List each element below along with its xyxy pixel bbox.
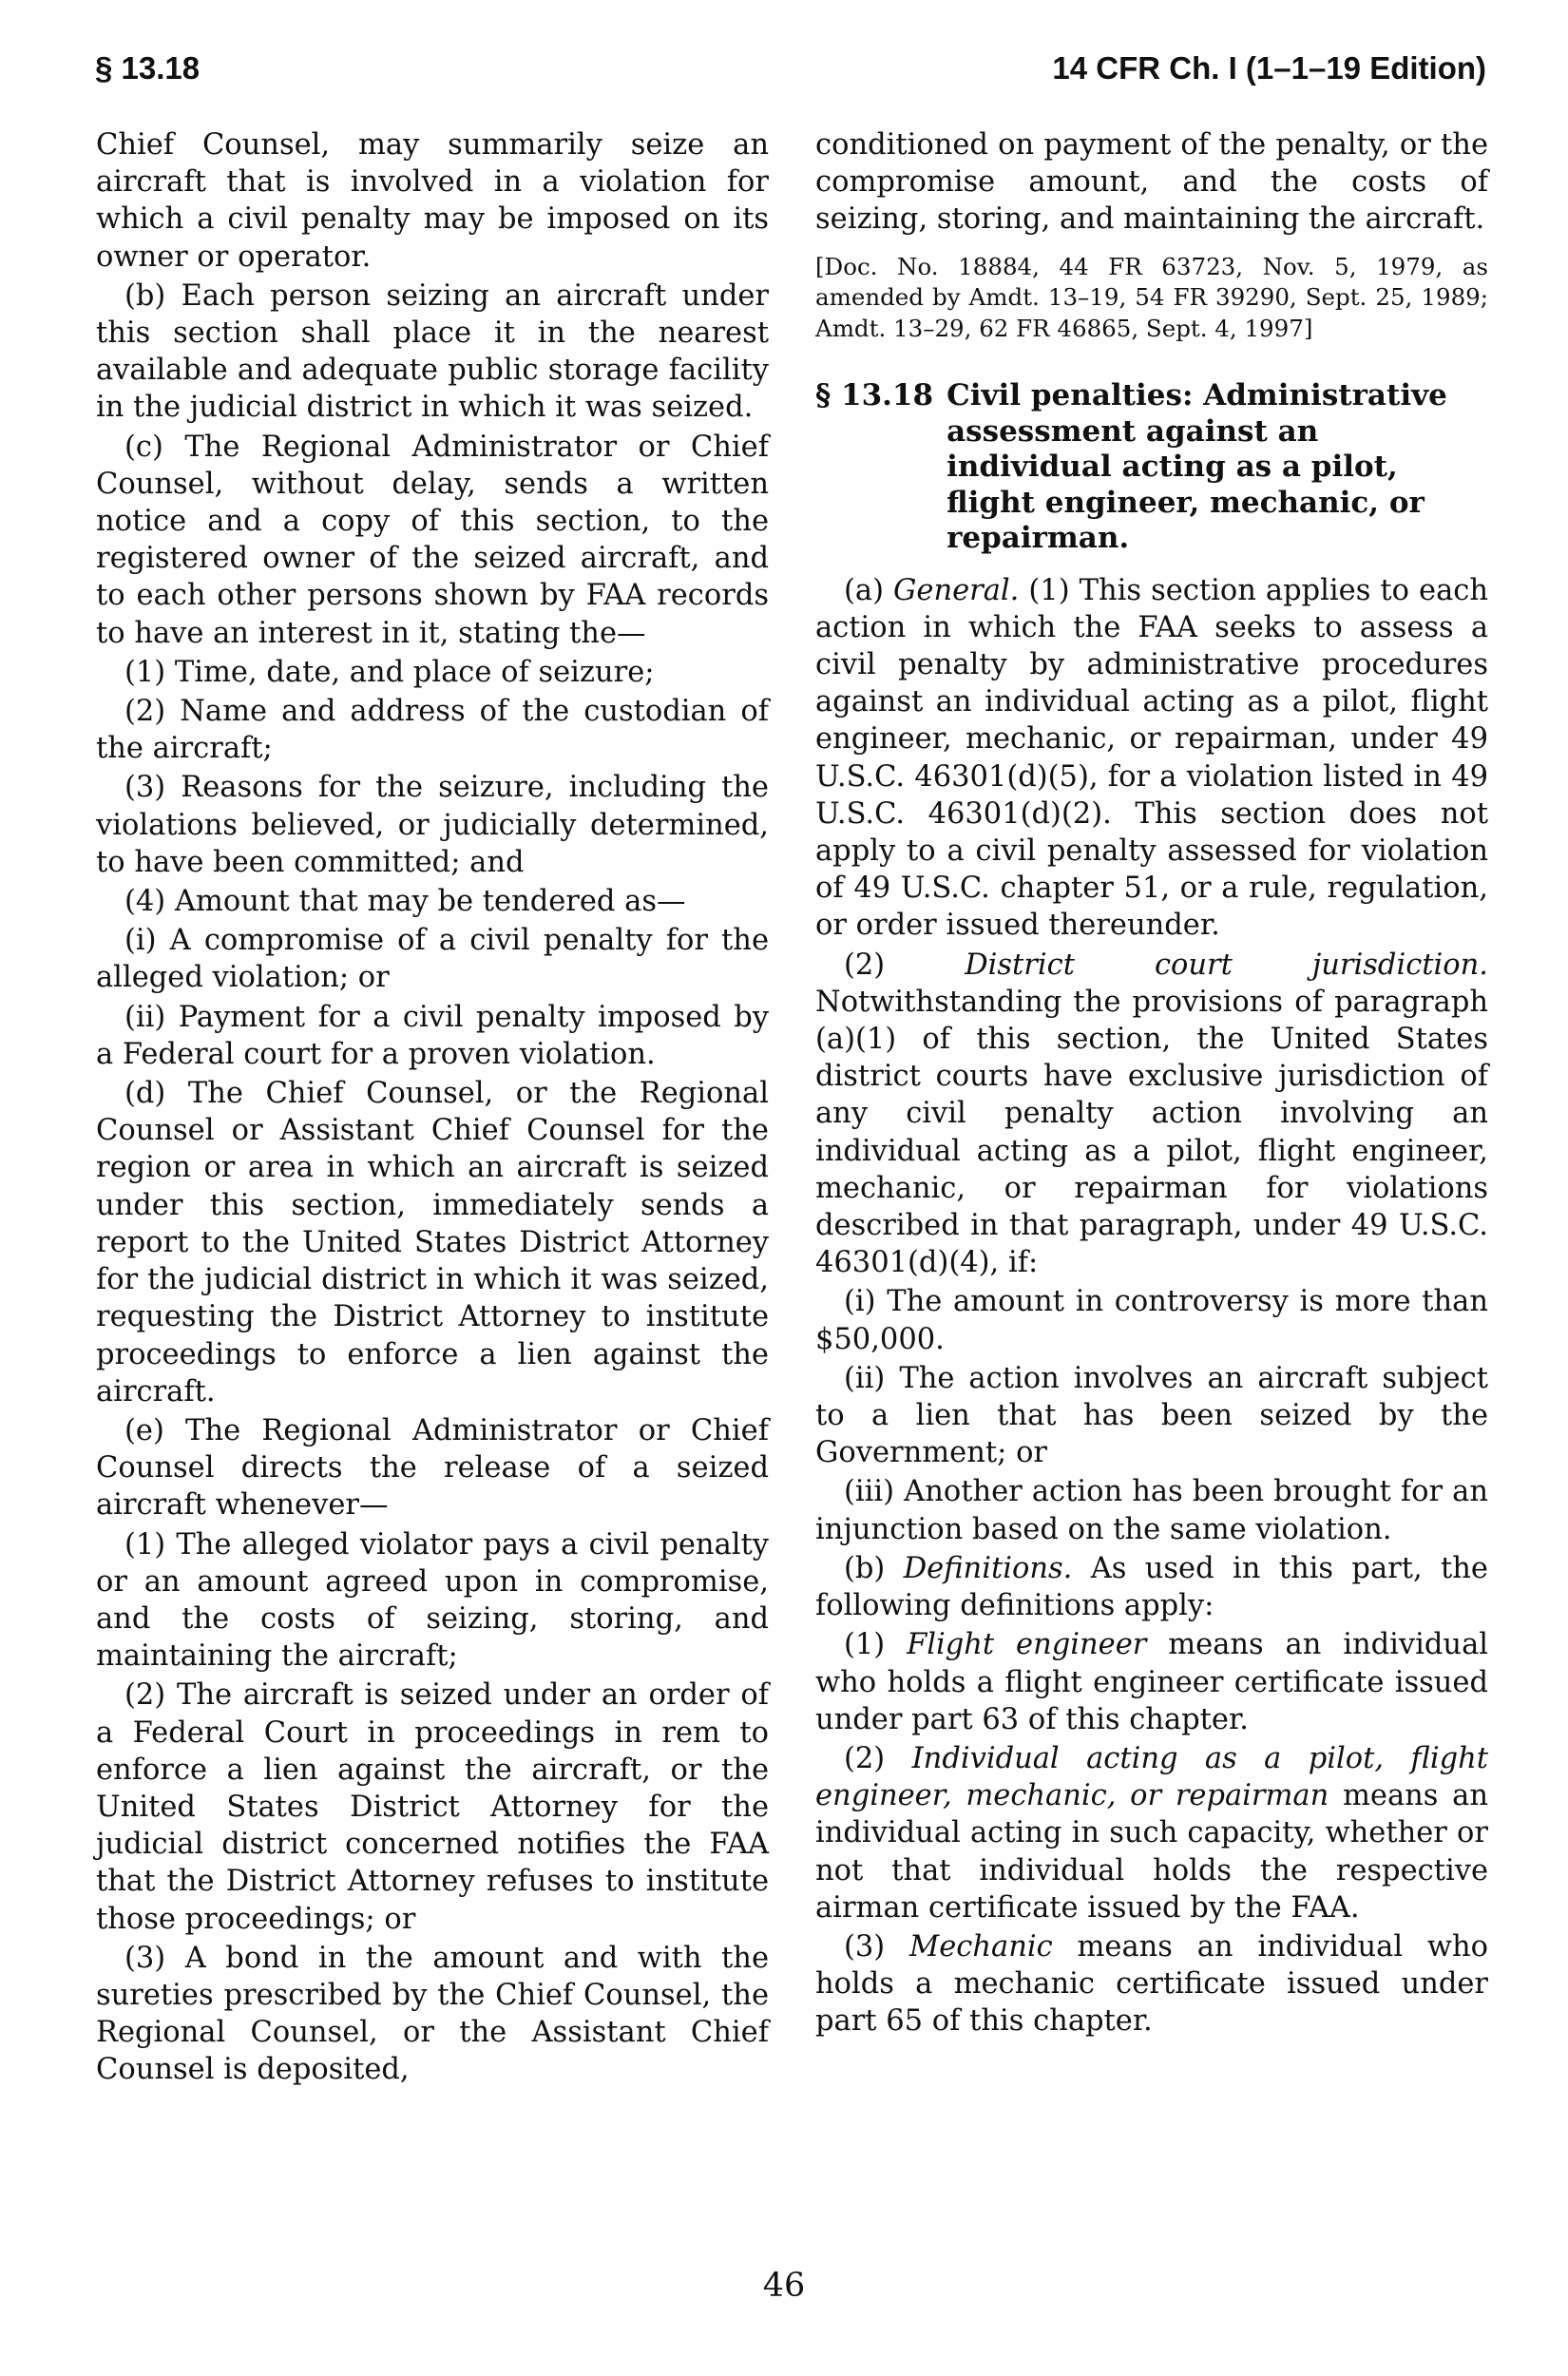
paragraph-c-2: (2) Name and address of the custodian of the aircraft; bbox=[96, 695, 769, 766]
paragraph-a-2-iii: (iii) Another action has been brought for an injunction based on the same violation. bbox=[815, 1475, 1488, 1546]
definition-1-text: means an individual who holds a flight engineer certificate issued under part 63 of this chapter. bbox=[815, 1628, 1489, 1736]
paragraph-e-3-continued: conditioned on payment of the penalty, or the compromise amount, and the costs of seizing, storing, and maintaining the aircraft. bbox=[815, 128, 1488, 237]
paragraph-d: (d) The Chief Counsel, or the Regional Counsel or Assistant Chief Counsel for the region or area in which an aircraft is seized under this section, immediately sends a report to the United States District Attorney for the judicial district in which it was seized, requesting the District Attorney to institute proceedings to enforce a lien against the aircraft. bbox=[96, 1077, 769, 1408]
definition-1-term: Flight engineer bbox=[907, 1628, 1147, 1662]
source-citation: [Doc. No. 18884, 44 FR 63723, Nov. 5, 1979, as amended by Amdt. 13–19, 54 FR 39290, Sept. 25, 1989; Amdt. 13–29, 62 FR 46865, Sept. 4, 1997] bbox=[815, 252, 1488, 342]
paragraph-e-2: (2) The aircraft is seized under an order of a Federal Court in proceedings in rem to enforce a lien against the aircraft, or the United States District Attorney for the judicial district concerned notifies the FAA that the District Attorney refuses to institute those proceedings; or bbox=[96, 1678, 769, 1936]
paragraph-c-4: (4) Amount that may be tendered as— bbox=[124, 885, 686, 919]
definition-mechanic bbox=[815, 1928, 1488, 2041]
definition-3-term: Mechanic bbox=[909, 1929, 1053, 1964]
section-title: Civil penalties: Administrative assessment against an individual acting as a pilot, flight engineer, mechanic, or repairman. bbox=[947, 378, 1447, 556]
page-number: 46 bbox=[762, 2267, 806, 2305]
paragraph-a-heading: General. bbox=[893, 573, 1020, 607]
paragraph-c: (c) The Regional Administrator or Chief Counsel, without delay, sends a written notice and a copy of this section, to the registered owner of the seized aircraft, and to each other persons shown by FAA records to have an interest in it, stating the— bbox=[96, 430, 769, 650]
paragraph-b: (b) Each person seizing an aircraft under this section shall place it in the nearest available and adequate public storage facility in the judicial district in which it was seized. bbox=[96, 278, 769, 425]
paragraph-c-1: (1) Time, date, and place of seizure; bbox=[124, 655, 655, 689]
definition-flight-engineer bbox=[815, 1626, 1488, 1738]
paragraph-a-2-heading: District court jurisdiction. bbox=[965, 948, 1488, 982]
definition-individual-acting bbox=[815, 1740, 1488, 1926]
paragraph-e-1: (1) The alleged violator pays a civil penalty or an amount agreed upon in compromise, and the costs of seizing, storing, and maintaining the aircraft; bbox=[96, 1527, 769, 1674]
section-number: § 13.18 bbox=[815, 378, 934, 413]
left-column bbox=[96, 126, 769, 2089]
paragraph-a-text: (1) This section applies to each action in which the FAA seeks to assess a civil penalty by administrative procedures against an individual acting as a pilot, flight engineer, mechanic, or repairman, under 49 U.S.C. 46301(d)(5), for a violation listed in 49 U.S.C. 46301(d)(2). This section does not apply to a civil penalty assessed for violation of 49 U.S.C. chapter 51, or a rule, regulation, or order issued thereunder. bbox=[815, 573, 1488, 943]
definition-3-label: (3) bbox=[844, 1929, 886, 1964]
paragraph-c-3: (3) Reasons for the seizure, including the violations believed, or judicially determined, to have been committed; and bbox=[96, 771, 769, 879]
paragraph-a-2-text: Notwithstanding the provisions of paragraph (a)(1) of this section, the United States district courts have exclusive jurisdiction of any civil penalty action involving an individual acting as a pilot, flight engineer, mechanic, or repairman for violations described in that paragraph, under 49 U.S.C. 46301(d)(4), if: bbox=[815, 985, 1488, 1280]
paragraph-b-heading: Definitions. bbox=[903, 1551, 1073, 1585]
paragraph-c-4-ii: (ii) Payment for a civil penalty imposed by a Federal court for a proven violation. bbox=[96, 1000, 769, 1071]
paragraph-c-4-i: (i) A compromise of a civil penalty for the alleged violation; or bbox=[96, 924, 769, 995]
definition-2-label: (2) bbox=[844, 1741, 886, 1775]
paragraph-b-definitions bbox=[815, 1550, 1488, 1624]
running-head-source: 14 CFR Ch. I (1–1–19 Edition) bbox=[1052, 50, 1486, 86]
definition-3-text: means an individual who holds a mechanic certificate issued under part 65 of this chapter. bbox=[815, 1929, 1488, 2039]
paragraph-a-2 bbox=[815, 947, 1488, 1282]
definition-1-label: (1) bbox=[844, 1628, 886, 1662]
section-heading bbox=[815, 378, 1488, 557]
right-column bbox=[815, 126, 1488, 2041]
paragraph-a-1 bbox=[815, 572, 1488, 945]
paragraph-e: (e) The Regional Administrator or Chief Counsel directs the release of a seized aircraft whenever— bbox=[96, 1413, 769, 1523]
paragraph-a-2-i: (i) The amount in controversy is more than $50,000. bbox=[815, 1285, 1488, 1356]
paragraph-a-2-label: (2) bbox=[844, 948, 886, 982]
paragraph-a-2-ii: (ii) The action involves an aircraft subject to a lien that has been seized by the Government; or bbox=[815, 1361, 1488, 1470]
paragraph-b-text: As used in this part, the following definitions apply: bbox=[815, 1551, 1488, 1623]
paragraph-e-3: (3) A bond in the amount and with the sureties prescribed by the Chief Counsel, the Regional Counsel, or the Assistant Chief Counsel is deposited, bbox=[96, 1941, 769, 2087]
paragraph-continued: Chief Counsel, may summarily seize an aircraft that is involved in a violation for which a civil penalty may be imposed on its owner or operator. bbox=[96, 128, 769, 274]
definition-2-text: means an individual acting in such capacity, whether or not that individual holds the respective airman certificate issued by the FAA. bbox=[815, 1779, 1488, 1925]
running-head-section: § 13.18 bbox=[95, 50, 201, 86]
definition-2-term: Individual acting as a pilot, flight engineer, mechanic, or repairman bbox=[815, 1741, 1488, 1813]
paragraph-a-label: (a) bbox=[844, 573, 884, 607]
paragraph-b-label: (b) bbox=[844, 1551, 886, 1585]
